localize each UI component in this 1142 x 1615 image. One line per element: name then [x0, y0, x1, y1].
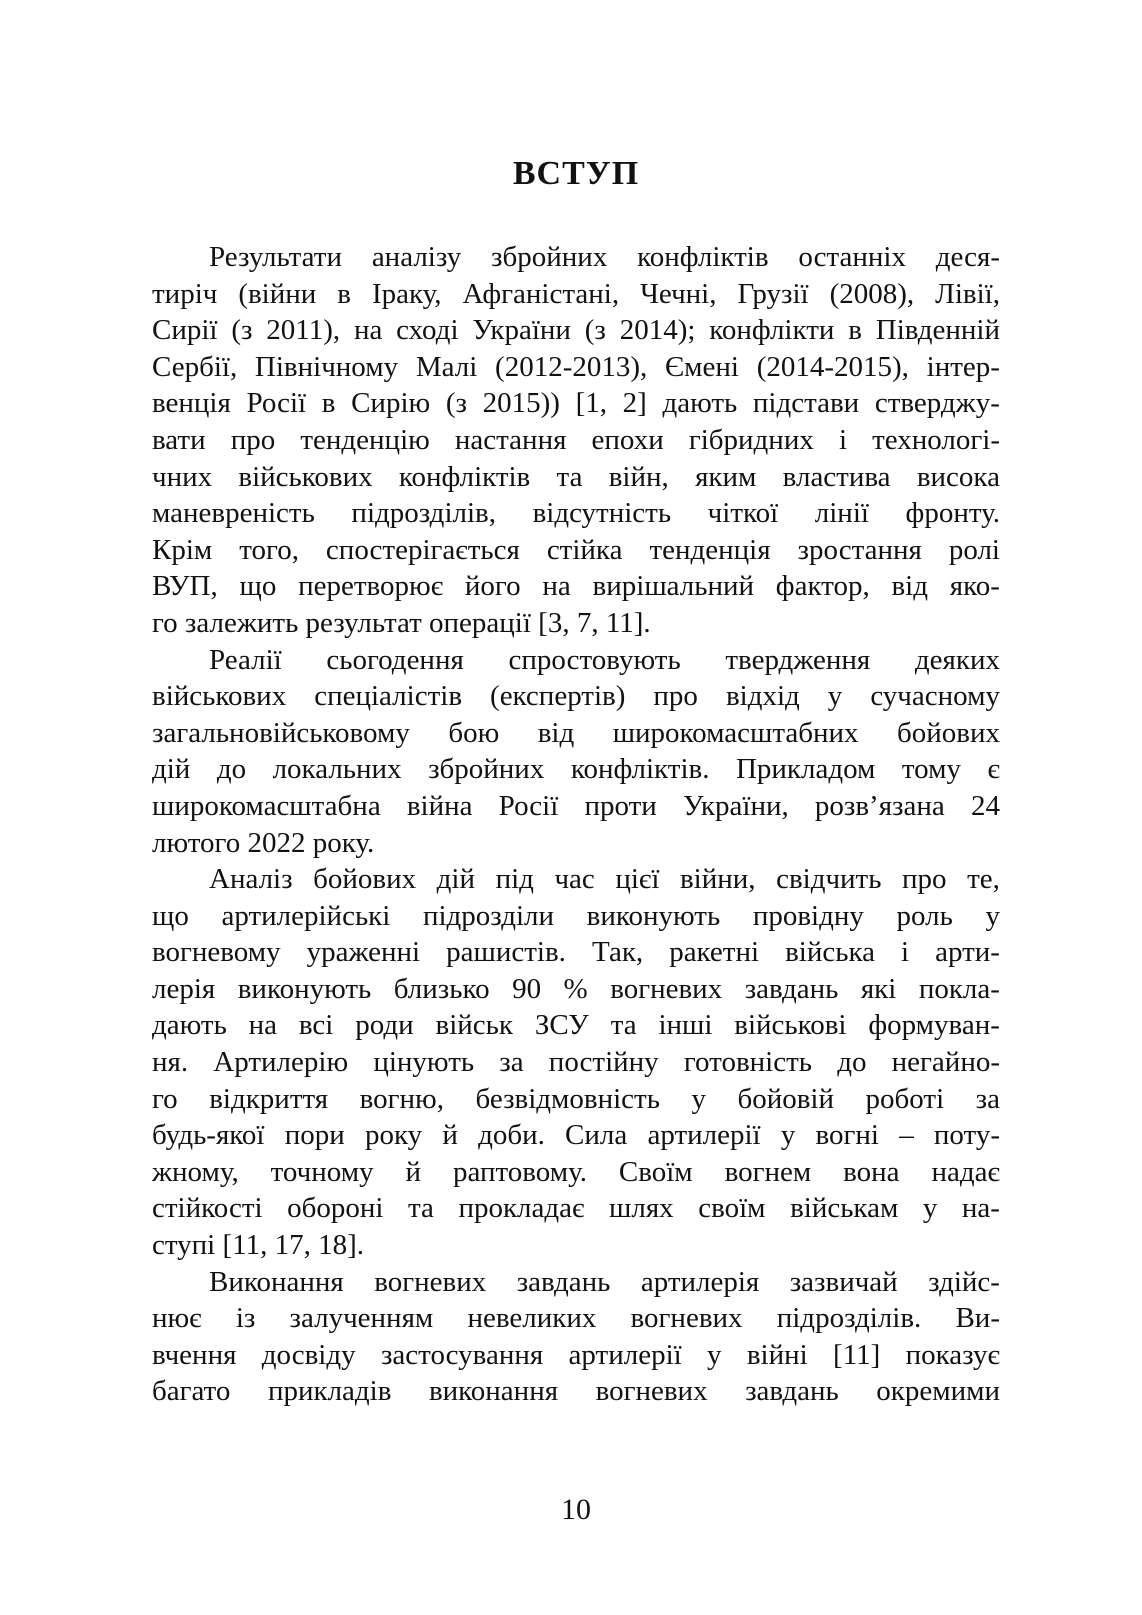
page-title: ВСТУП — [512, 155, 640, 192]
text-line: Виконання вогневих завдань артилерія зазвичай здійс- — [209, 1265, 1000, 1298]
text-line: дій до локальних збройних конфліктів. Прикладом тому є — [152, 753, 1000, 786]
text-line: жному, точному й раптовому. Своїм вогнем вона надає — [152, 1155, 1000, 1188]
paragraph — [152, 239, 1000, 642]
text-line: загальновійськовому бою від широкомасштабних бойових — [152, 716, 1000, 749]
text-line: лерія виконують близько 90 % вогневих завдань які покла- — [152, 972, 1000, 1005]
text-line: Сирії (з 2011), на сході України (з 2014); конфлікти в Південній — [152, 314, 1000, 347]
text-line: маневреність підрозділів, відсутність чіткої лінії фронту. — [152, 497, 1000, 530]
text-line: чних військових конфліктів та війн, яким властива висока — [152, 460, 1000, 493]
text-line: Крім того, спостерігається стійка тенденція зростання ролі — [152, 533, 1000, 566]
text-line: венція Росії в Сирію (з 2015)) [1, 2] дають підстави стверджу- — [152, 387, 1000, 420]
text-line: вогневому ураженні рашистів. Так, ракетні війська і арти- — [152, 936, 1000, 969]
text-line: дають на всі роди військ ЗСУ та інші військові формуван- — [152, 1009, 1000, 1042]
text-line: Аналіз бойових дій під час цієї війни, свідчить про те, — [209, 863, 1000, 896]
text-line: нює із залученням невеликих вогневих підрозділів. Ви- — [152, 1302, 1000, 1335]
text-line: військових спеціалістів (експертів) про відхід у сучасному — [152, 680, 1000, 713]
paragraph — [152, 642, 1000, 862]
text-line: лютого 2022 року. — [152, 826, 375, 859]
text-line: будь-якої пори року й доби. Сила артилерії у вогні – поту- — [152, 1119, 1000, 1152]
page-number: 10 — [561, 1493, 591, 1526]
text-line: Сербії, Північному Малі (2012-2013), Ємені (2014-2015), інтер- — [152, 350, 1000, 383]
text-line: широкомасштабна війна Росії проти України, розв’язана 24 — [152, 789, 1000, 822]
text-line: ВУП, що перетворює його на вирішальний фактор, від яко- — [152, 570, 1000, 603]
text-line: вчення досвіду застосування артилерії у війні [11] показує — [152, 1338, 1000, 1371]
text-line: Реалії сьогодення спростовують твердження деяких — [209, 643, 1000, 676]
text-line: го відкриття вогню, безвідмовність у бойовій роботі за — [152, 1082, 1000, 1115]
text-line: ступі [11, 17, 18]. — [152, 1229, 364, 1262]
paragraph — [152, 861, 1000, 1264]
page-content — [152, 239, 1000, 1410]
text-line: ня. Артилерію цінують за постійну готовність до негайно- — [152, 1046, 1000, 1079]
text-line: го залежить результат операції [3, 7, 11]. — [152, 606, 651, 639]
text-line: тиріч (війни в Іраку, Афганістані, Чечні, Грузії (2008), Лівії, — [152, 277, 1000, 310]
text-line: Результати аналізу збройних конфліктів останніх деся- — [209, 241, 1000, 273]
text-line: багато прикладів виконання вогневих завдань окремими — [152, 1375, 1000, 1408]
text-line: стійкості обороні та прокладає шлях своїм військам у на- — [152, 1192, 1000, 1225]
text-line: вати про тенденцію настання епохи гібридних і технологі- — [152, 423, 1000, 456]
paragraph — [152, 1264, 1000, 1410]
text-line: що артилерійські підрозділи виконують провідну роль у — [152, 899, 1000, 932]
